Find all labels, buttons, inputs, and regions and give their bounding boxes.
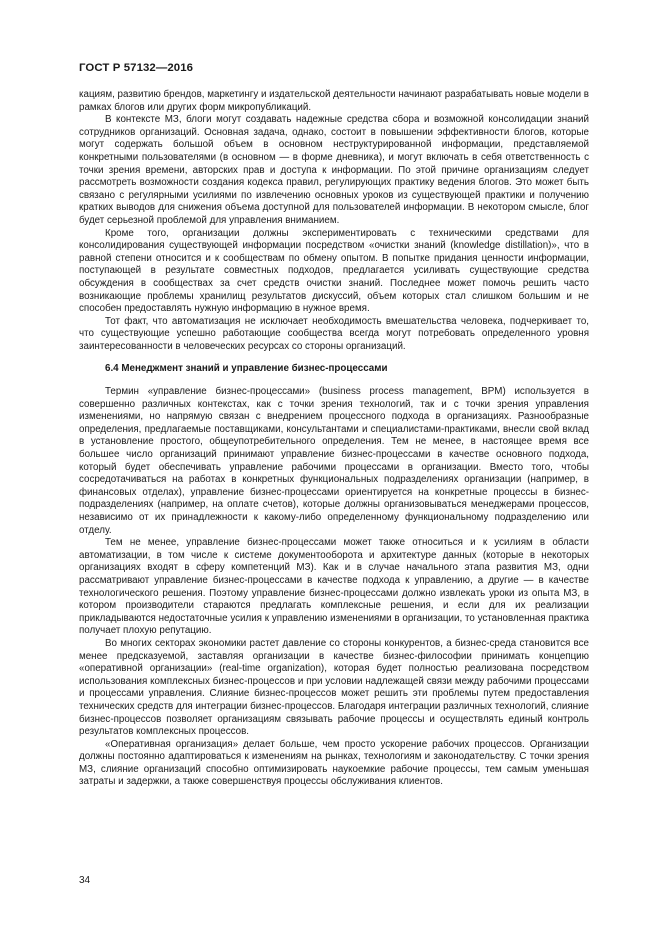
paragraph: Кроме того, организации должны экспериментировать с техническими средствами для консолидирования существующей информации посредством «очистки знаний (knowledge distillation)», что в равной степени относится и к сообществам по обмену опытом. В попытке придания ценности информации, поступающей в результате совместных подходов, предлагается усиливать существующие средства обсуждения в сообществах за счет средств очистки знаний. Последнее может помочь решить часто возникающие проблемы хранилищ результатов дискуссий, объем которых стал слишком большим и не способен предоставлять нужную информацию в нужное время.: [79, 227, 589, 315]
page-number: 34: [79, 875, 91, 886]
paragraph: В контексте МЗ, блоги могут создавать надежные средства сбора и возможной консолидации знаний сотрудников организаций. Основная задача, однако, состоит в повышении эффективности блогов, которые могут содержать большой объем в основном неструктурированной информации, представляемой конкретными пользователями (в основном — в форме дневника), и могут включать в себя ответственность с точки зрения времени, авторских прав и доступа к информации. По этой причине организациям следует рассмотреть возможности создания кодекса правил, регулирующих практику ведения блогов. Это может быть связано с регулярными усилиями по извлечению основных уроков из существующей практики и получению кратких выводов для снижения объема доступной для пользователей информации. В некотором смысле, блог будет серьезной проблемой для управления вниманием.: [79, 114, 589, 226]
document-body: [79, 89, 589, 789]
paragraph: кациям, развитию брендов, маркетингу и издательской деятельности начинают разрабатывать новые модели в рамках блогов или других форм микропубликаций.: [79, 89, 589, 113]
section-heading: 6.4 Менеджмент знаний и управление бизнес-процессами: [105, 363, 388, 375]
document-header: ГОСТ Р 57132—2016: [79, 62, 194, 74]
paragraph: Тем не менее, управление бизнес-процессами может также относиться и к усилиям в области автоматизации, в том числе к системе документооборота и архитектуре данных (которые в некоторых организациях входят в сферу компетенций МЗ). Как и в случае начального этапа развития МЗ, одни рассматривают управление бизнес-процессами в качестве подхода к управлению, а другие — в качестве технологического решения. Поэтому управление бизнес-процессами должно извлекать уроки из опыта МЗ, в котором производители стараются предлагать комплексные решения, и если для их реализации прикладываются недостаточные усилия к управлению изменениями в организации, то установленная практика получает плохую репутацию.: [79, 537, 589, 637]
paragraph: Термин «управление бизнес-процессами» (business process management, BPM) используется в совершенно различных контекстах, как с точки зрения технологий, так и с точки зрения управления изменениями, но напрямую связан с внедрением процессного подхода в организациях. Разнообразные определения, предлагаемые поставщиками, консультантами и специалистами-практиками, внесли свой вклад в установление простого, общеупотребительного определения. Тем не менее, в настоящее время все большее число организаций принимают управление бизнес-процессами в качестве основного подхода, который будет обеспечивать управление рабочими процессами в организации. Вместо того, чтобы сосредотачиваться на работах в конкретных функциональных подразделениях организации (например, в финансовых отделах), управление бизнес-процессами ориентируется на конкретные процессы в бизнес-подразделениях (например, на оплате счетов), которые должны организовываться менеджерами процессов, независимо от их принадлежности к какому-либо определенному функциональному подразделению или отделу.: [79, 386, 589, 536]
paragraph: Тот факт, что автоматизация не исключает необходимость вмешательства человека, подчеркивает то, что существующие успешно работающие сообщества всегда могут потребовать определенного уровня заинтересованности в человеческих ресурсах со стороны организаций.: [79, 315, 589, 352]
paragraph: «Оперативная организация» делает больше, чем просто ускорение рабочих процессов. Организации должны постоянно адаптироваться к изменениям на рынках, технологиям и законодательству. С точки зрения МЗ, слияние организаций способно оптимизировать наукоемкие рабочие процессы, тем самым уменьшая затраты и задержки, а также совершенствуя процессы обслуживания клиентов.: [79, 738, 589, 788]
paragraph: Во многих секторах экономики растет давление со стороны конкурентов, а бизнес-среда становится все менее предсказуемой, заставляя организации в качестве бизнес-философии принимать концепцию «оперативной организации» (real-time organization), которая будет полностью реализована посредством использования комплексных бизнес-процессов и при условии надлежащей связи между рабочими процессами и процессами управления. Слияние бизнес-процессов может решить эти проблемы путем предоставления технических средств для интеграции бизнес-процессов. Благодаря интеграции различных технологий, слияние бизнес-процессов позволяет организациям связывать рабочие процессы и осуществлять единый контроль результатов комплексных процессов.: [79, 637, 589, 738]
